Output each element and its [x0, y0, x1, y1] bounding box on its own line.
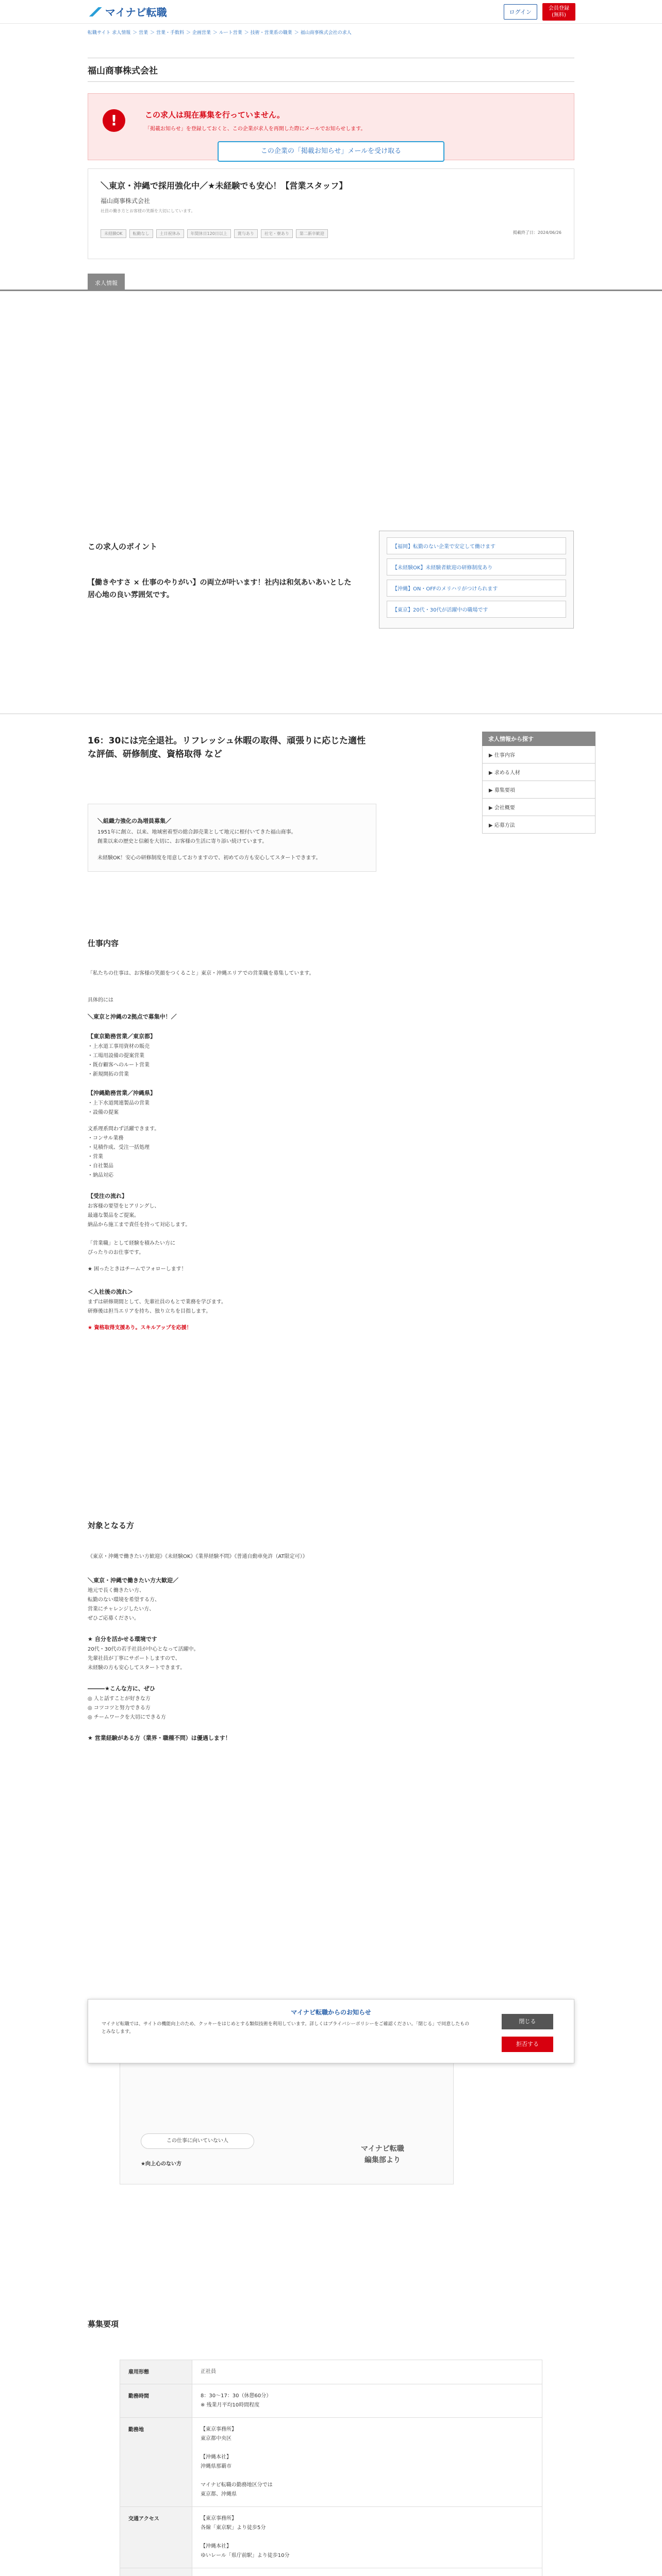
alert-title: この求人は現在募集を行っていません。	[145, 110, 285, 120]
target-block1-title: ＼東京・沖縄で働きたい方大歓迎／	[88, 1577, 178, 1584]
cookie-title: マイナビ転職からのお知らせ	[291, 2009, 371, 2016]
table-row	[120, 2384, 542, 2418]
requirements-heading: 募集要項	[88, 2319, 119, 2329]
req-label: 交通アクセス	[120, 2507, 192, 2568]
table-row	[120, 2418, 542, 2507]
breadcrumb-item[interactable]: 営業	[139, 30, 148, 36]
work-lead: 「私たちの仕事は、お客様の笑顔をつくること」東京・沖縄エリアでの営業職を募集しています。	[88, 971, 315, 976]
work-okinawa-body: 文系理系問わず活躍できます。 ・コンサル業務 ・見積作成、受注一括処理 ・営業 ・自社製品 ・納品対応	[88, 1126, 160, 1178]
cookie-banner	[88, 1999, 574, 2063]
breadcrumb-item[interactable]: 転職サイト 求人情報	[88, 30, 131, 36]
sidebox-link[interactable]: 【未経験OK】未経験者歓迎の研修制度あり	[387, 558, 566, 575]
req-label: 勤務地	[120, 2418, 192, 2507]
work-process-body: お客様の要望をヒアリングし、 最適な製品をご提案。 納品から施工まで責任を持って対応します。 「営業職」として経験を積みたい方に ぴったりのお仕事です。	[88, 1204, 191, 1256]
site-header	[0, 0, 662, 24]
intro-title: ＼組織力強化の為増員募集／	[97, 818, 171, 824]
points-sidebox	[379, 531, 574, 629]
jobinfo-nav-item[interactable]: ▶ 募集要項	[482, 781, 595, 799]
sidebox-link[interactable]: 【福岡】転勤のない企業で安定して働けます	[387, 537, 566, 554]
alert-subtitle: 「掲載お知らせ」を登録しておくと、この企業が求人を再開した際にメールでお知らせします。	[145, 126, 366, 132]
editor-credit: マイナビ転職 編集部より	[361, 2145, 404, 2164]
notify-email-button[interactable]: この企業の「掲載お知らせ」メールを受け取る	[218, 141, 444, 162]
intro-body: 1951年に創立、以来、地域密着型の総合卸売業として地元に根付いてきた福山商事。 創業以来の歴史と信頼を大切に、お客様の生活に寄り添い続けています。	[97, 829, 296, 844]
work-process-note: ★ 困ったときはチームでフォローします！	[88, 1266, 187, 1272]
job-tag: 土日祝休み	[156, 229, 184, 238]
work-tokyo-title: 【東京勤務営業／東京都】	[88, 1033, 156, 1040]
register-button[interactable]: 会員登録 (無料)	[542, 3, 575, 21]
breadcrumb-item[interactable]: 営業・手数料	[156, 30, 185, 36]
job-tag: 賞与あり	[234, 229, 258, 238]
jobinfo-nav-item[interactable]: ▶ 応募方法	[482, 816, 595, 834]
breadcrumb-item[interactable]: 福山商事株式会社の求人	[300, 30, 352, 36]
closed-job-alert	[88, 93, 574, 160]
job-tag: 年間休日120日以上	[187, 229, 231, 238]
cookie-close-button[interactable]: 閉じる	[502, 2014, 553, 2029]
job-summary-card	[88, 168, 574, 259]
intro-box	[88, 804, 376, 872]
editor-caption2: ★向上心のない方	[141, 2161, 181, 2167]
work-area-title: ＼東京と沖縄の2拠点で募集中！／	[88, 1013, 177, 1020]
posted-date: 掲載終了日：2024/06/26	[512, 230, 561, 235]
points-section	[88, 541, 356, 601]
table-row	[120, 2568, 542, 2576]
job-tag: 未経験OK	[101, 229, 126, 238]
editor-caption: この仕事に向いていない人	[141, 2133, 254, 2149]
cookie-text: マイナビ転職では、サイトの機能向上のため、クッキーをはじめとする類似技術を利用しています。詳しくはプライバシーポリシーをご確認ください。「閉じる」で同意したものとみなします。	[102, 2022, 470, 2035]
work-flow-note: ★ 資格取得支援あり。スキルアップを応援！	[88, 1325, 192, 1331]
work-subheading: 具体的には	[88, 997, 113, 1003]
work-process-title: 【受注の流れ】	[88, 1193, 127, 1199]
job-company: 福山商事株式会社	[101, 197, 151, 205]
requirements-section	[88, 2318, 119, 2329]
job-title: ＼東京・沖縄で採用強化中／★未経験でも安心！【営業スタッフ】	[101, 181, 347, 191]
points-heading: この求人のポイント	[88, 542, 158, 551]
target-section	[88, 1520, 376, 1744]
breadcrumb-item[interactable]: ルート営業	[219, 30, 242, 36]
target-block3-body: ◎ 人と話すことが好きな方 ◎ コツコツと努力できる方 ◎ チームワークを大切にできる方	[88, 1696, 166, 1720]
req-value	[192, 2568, 542, 2576]
company-name-heading: 福山商事株式会社	[88, 58, 574, 82]
catchcopy: 16：30には完全退社。リフレッシュ休暇の取得、頑張りに応じた適性な評価、研修制度、資格取得 など	[88, 736, 366, 759]
job-tags	[101, 229, 389, 238]
job-tag: 第二新卒歓迎	[296, 229, 328, 238]
content-tabs	[0, 274, 662, 291]
target-block3-title: ―――★こんな方に、ぜひ	[88, 1685, 155, 1692]
brand-name: マイナビ転職	[105, 6, 167, 19]
requirements-table	[120, 2360, 542, 2576]
jobinfo-nav-item[interactable]: ▶ 求める人材	[482, 764, 595, 781]
work-okinawa-title: 【沖縄勤務営業／沖縄県】	[88, 1090, 156, 1096]
job-tag: 社宅・寮あり	[261, 229, 293, 238]
work-okinawa-items: ・上下水道関連製品の営業 ・設備の提案	[88, 1100, 150, 1115]
work-flow-body: まずは研修期間として、先輩社員のもとで業務を学びます。 研修後は担当エリアを持ち、独り立ちを目指します。	[88, 1299, 226, 1314]
points-catch: 【働きやすさ × 仕事のやりがい】の両立が叶います！社内は和気あいあいとした居心地の良い雰囲気です。	[88, 579, 352, 599]
logo-mark-icon	[88, 7, 102, 16]
cookie-decline-button[interactable]: 拒否する	[502, 2037, 553, 2052]
req-label	[120, 2568, 192, 2576]
jobinfo-nav-heading: 求人情報から探す	[482, 732, 595, 746]
sidebox-link[interactable]: 【沖縄】ON・OFFのメリハリがつけられます	[387, 580, 566, 597]
req-label: 勤務時間	[120, 2384, 192, 2418]
table-row	[120, 2507, 542, 2568]
breadcrumb-item[interactable]: 技術・営業系の職業	[250, 30, 292, 36]
target-heading: 対象となる方	[88, 1521, 135, 1530]
req-label: 雇用形態	[120, 2360, 192, 2384]
jobinfo-nav-item[interactable]: ▶ 会社概要	[482, 799, 595, 816]
work-section	[88, 938, 376, 1333]
jobinfo-nav	[482, 732, 595, 834]
exclamation-icon: !	[103, 109, 125, 132]
breadcrumb-item[interactable]: 企画営業	[192, 30, 211, 36]
target-closing: ★ 営業経験がある方（業界・職種不問）は優遇します！	[88, 1735, 231, 1741]
target-lead: 《東京・沖縄で働きたい方歓迎》《未経験OK》《業界経験不問》《普通自動車免許（AT限定可）》	[88, 1554, 308, 1560]
intro-note: 未経験OK！安心の研修制度を用意しておりますので、初めての方も安心してスタートできます。	[97, 855, 321, 861]
login-button[interactable]: ログイン	[504, 4, 537, 20]
target-block2-body: 20代・30代の若手社員が中心となって活躍中。 先輩社員が丁寧にサポートしますので、 未経験の方も安心してスタートできます。	[88, 1647, 199, 1671]
job-note: 社員の働き方とお客様の笑顔を大切にしています。	[101, 209, 195, 213]
jobinfo-nav-item[interactable]: ▶ 仕事内容	[482, 746, 595, 764]
req-value: 正社員	[192, 2360, 542, 2384]
req-value: 8：30～17：30（休憩60分） ※ 残業月平均10時間程度	[192, 2384, 542, 2418]
catchcopy-section	[88, 734, 366, 761]
work-flow-title: ＜入社後の流れ＞	[88, 1289, 133, 1295]
site-logo[interactable]	[88, 4, 167, 19]
table-row	[120, 2360, 542, 2384]
target-block1-body: 地元で長く働きたい方、 転勤のない環境を希望する方、 営業にチャレンジしたい方、 ぜひご応募ください。	[88, 1588, 160, 1621]
req-value: 【東京事務所】 各線「東京駅」より徒歩5分 【沖縄本社】 ゆいレール「県庁前駅」より徒歩10分	[192, 2507, 542, 2568]
tab-job-info[interactable]: 求人情報	[88, 274, 125, 291]
sidebox-link[interactable]: 【東京】20代・30代が活躍中の職場です	[387, 601, 566, 618]
breadcrumb: 転職サイト 求人情報 ＞ 営業 ＞ 営業・手数料 ＞ 企画営業 ＞ ルート営業 ＞ 技術・営業系の職業 ＞ 福山商事株式会社の求人	[88, 30, 352, 36]
work-tokyo-items: ・上水道工事用資材の販売 ・工場用設備の提案営業 ・既存顧客へのルート営業 ・新規開拓の営業	[88, 1044, 150, 1077]
req-value: 【東京事務所】 東京都中央区 【沖縄本社】 沖縄県那覇市 マイナビ転職の勤務地区分では 東京都、沖縄県	[192, 2418, 542, 2507]
work-heading: 仕事内容	[88, 939, 119, 948]
target-block2-title: ★ 自分を活かせる環境です	[88, 1636, 157, 1642]
job-tag: 転勤なし	[129, 229, 153, 238]
